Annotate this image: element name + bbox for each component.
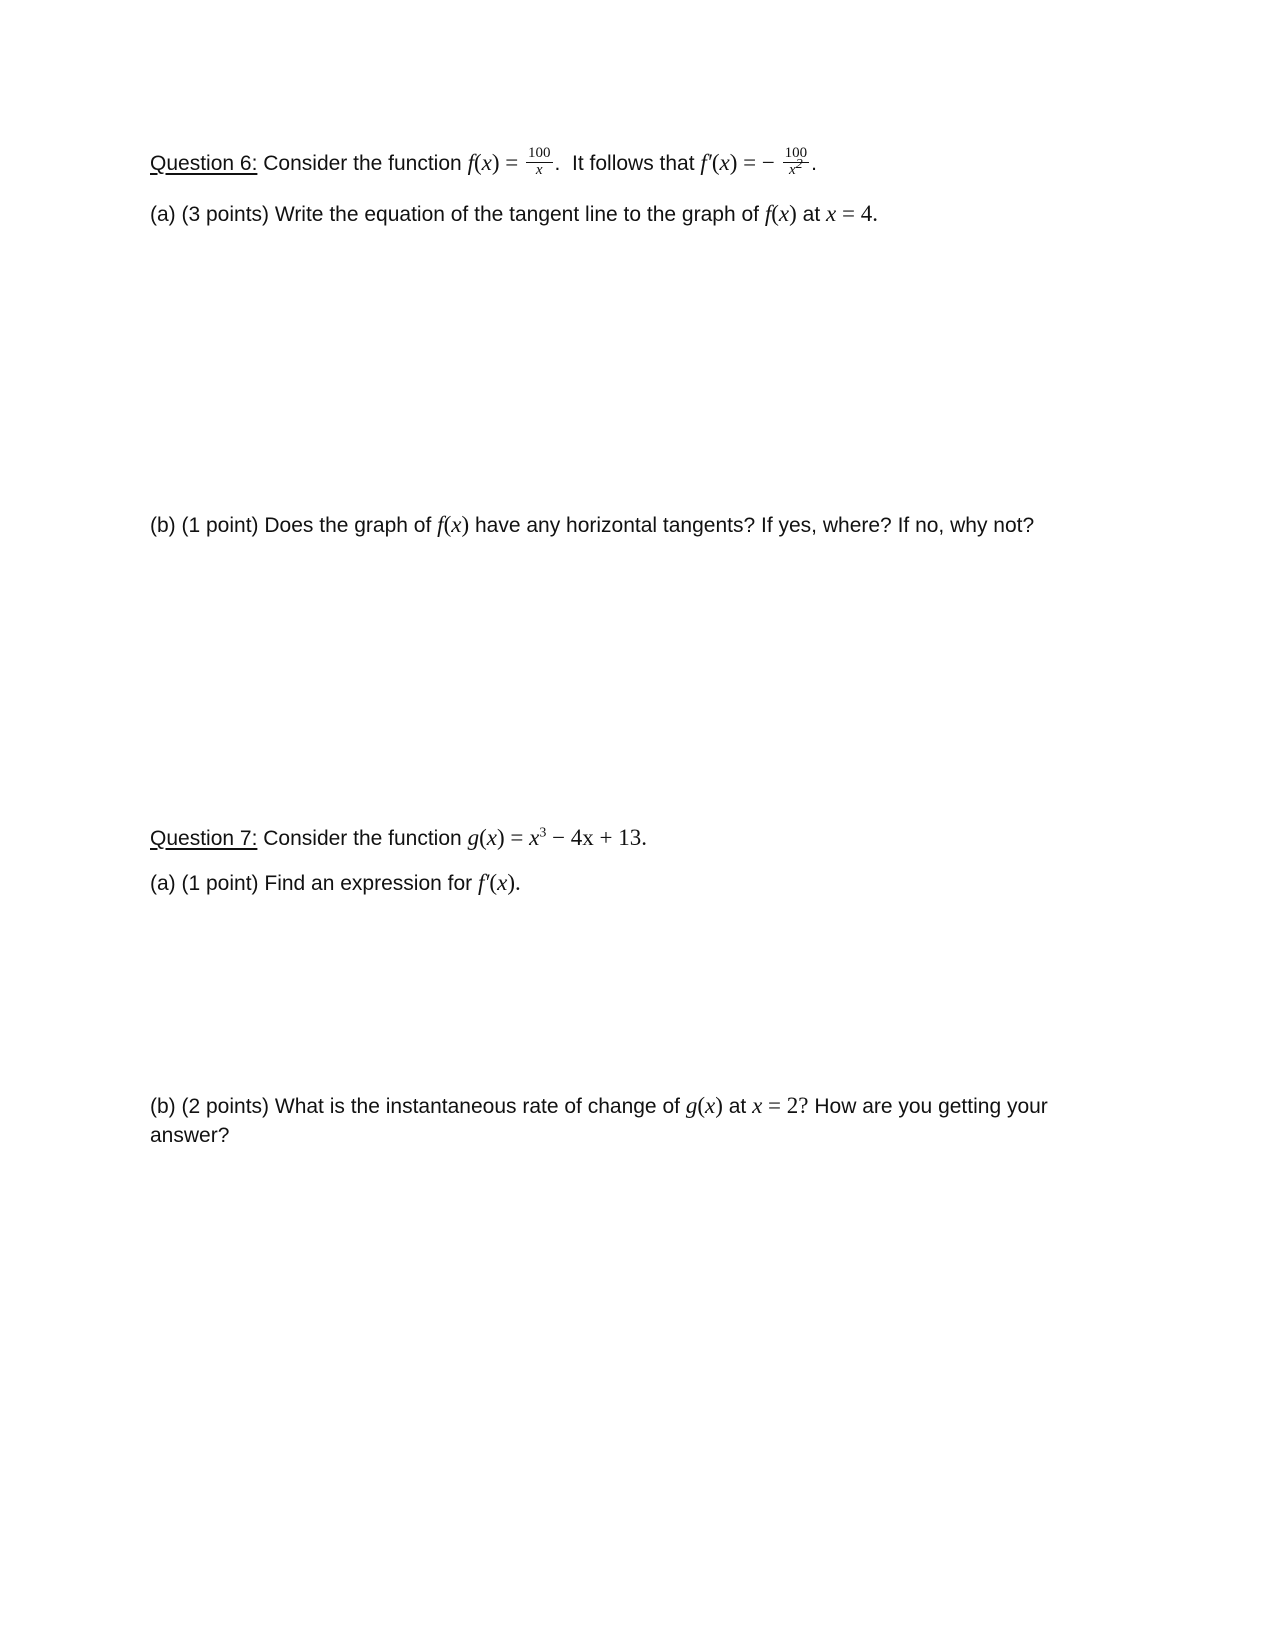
- question-6-intro: Consider the function: [263, 151, 462, 175]
- derivative-f-prime: f′(x) = −: [700, 149, 775, 175]
- question-6-label: Question 6:: [150, 151, 258, 175]
- question-7-label: Question 7:: [150, 827, 258, 850]
- question-6-part-a: (a) (3 points) Write the equation of the tangent line to the graph of f(x) at x = 4.: [150, 201, 878, 226]
- question-7-part-b: (b) (2 points) What is the instantaneous rate of change of g(x) at x = 2? How are you getting your answer?: [150, 1093, 1048, 1147]
- question-6-part-b: (b) (1 point) Does the graph of f(x) have any horizontal tangents? If yes, where? If no, why not?: [150, 512, 1035, 537]
- question-7-heading: [150, 824, 647, 852]
- fraction-100-over-x: $\frac{100}{x}$: [528, 145, 551, 178]
- question-7-intro: Consider the function: [263, 827, 462, 850]
- fraction-100-over-x-squared: $\frac{100}{x^2}$: [784, 145, 808, 178]
- follows-text: It follows that: [572, 151, 695, 175]
- question-6-heading: Question 6: Consider the function f(x) = $\frac{100}{x}$ . It follows that f′(x) = − $\frac{100}{x^2}$ .: [150, 145, 817, 178]
- function-f-definition: f(x) =: [467, 149, 519, 175]
- function-g-definition: $g(x) = x^3 - 4x + 13$.: [467, 825, 648, 850]
- question-7-part-a: (a) (1 point) Find an expression for f′(x).: [150, 870, 521, 895]
